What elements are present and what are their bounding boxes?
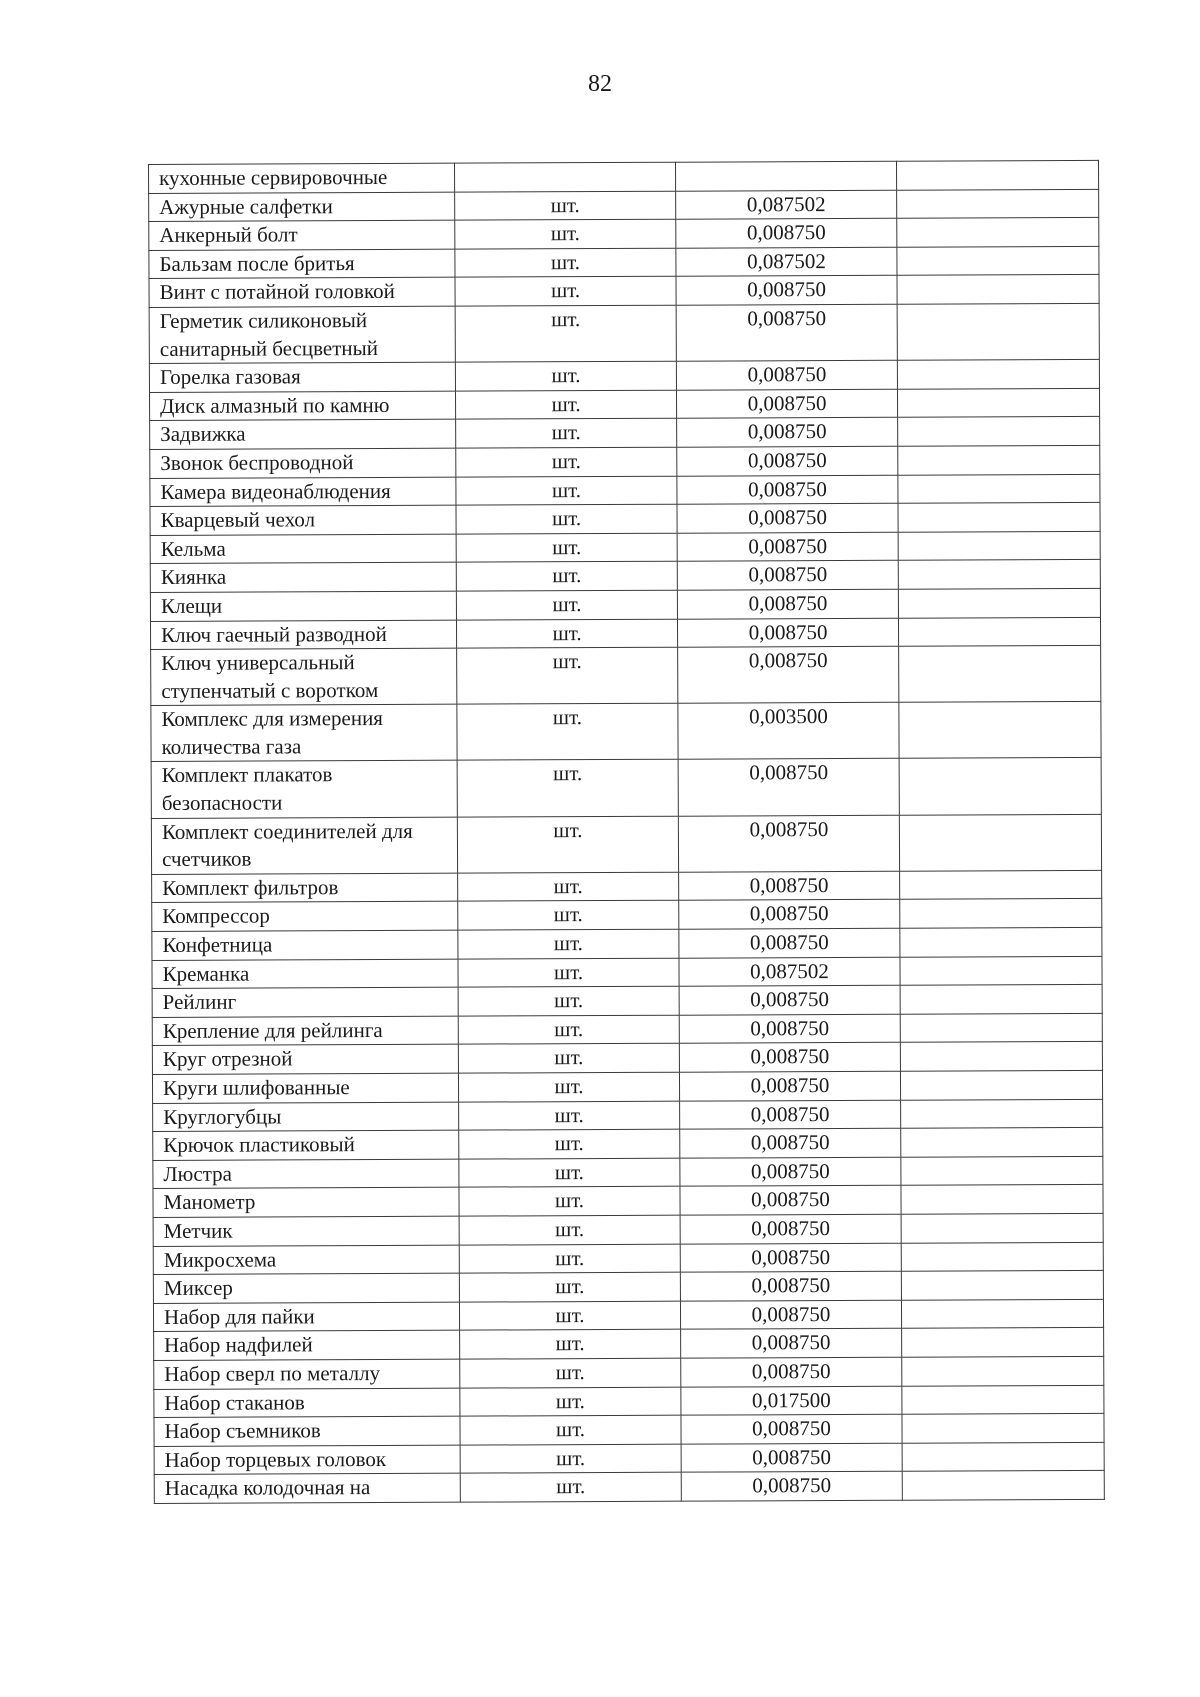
- table-row: [153, 1128, 1103, 1161]
- table-row: [154, 1471, 1104, 1504]
- quantity-cell: 0,008750: [677, 503, 898, 533]
- item-name-cell: Комплект плакатов безопасности: [151, 761, 457, 819]
- quantity-cell: 0,008750: [678, 815, 899, 872]
- table-row: [149, 303, 1099, 363]
- unit-cell: шт.: [459, 1215, 680, 1245]
- item-name-cell: Клещи: [150, 591, 456, 621]
- table-row: [153, 1270, 1103, 1303]
- unit-cell: шт.: [458, 1072, 679, 1102]
- empty-cell: [900, 870, 1102, 899]
- empty-cell: [898, 560, 1100, 589]
- item-name-cell: Микросхема: [153, 1245, 459, 1275]
- quantity-cell: 0,008750: [677, 618, 898, 648]
- unit-cell: шт.: [456, 562, 677, 592]
- unit-cell: шт.: [458, 872, 679, 902]
- quantity-cell: 0,008750: [677, 475, 898, 505]
- quantity-cell: 0,008750: [677, 446, 898, 476]
- empty-cell: [898, 588, 1100, 617]
- item-name-cell: Ажурные салфетки: [149, 192, 455, 222]
- item-name-cell: Крепление для рейлинга: [152, 1016, 458, 1046]
- empty-cell: [901, 1185, 1103, 1214]
- quantity-cell: 0,087502: [676, 190, 897, 220]
- empty-cell: [901, 1099, 1103, 1128]
- unit-cell: шт.: [455, 390, 676, 420]
- table-row: [149, 388, 1099, 421]
- unit-cell: [454, 162, 675, 192]
- quantity-cell: 0,008750: [679, 1043, 900, 1073]
- quantity-cell: 0,008750: [679, 1071, 900, 1101]
- item-name-cell: Миксер: [153, 1273, 459, 1303]
- item-name-cell: Набор торцевых головок: [154, 1445, 460, 1475]
- empty-cell: [899, 645, 1101, 702]
- quantity-cell: 0,008750: [676, 276, 897, 306]
- item-name-cell: Комплект фильтров: [152, 873, 458, 903]
- table-row: [153, 1213, 1103, 1246]
- unit-cell: шт.: [456, 590, 677, 620]
- quantity-cell: 0,008750: [680, 1214, 901, 1244]
- quantity-cell: 0,008750: [680, 1128, 901, 1158]
- table-row: [150, 617, 1100, 650]
- quantity-cell: 0,008750: [678, 759, 899, 816]
- item-name-cell: Круги шлифованные: [152, 1073, 458, 1103]
- unit-cell: шт.: [460, 1358, 681, 1388]
- unit-cell: шт.: [460, 1472, 681, 1502]
- quantity-cell: 0,008750: [677, 561, 898, 591]
- quantity-cell: 0,008750: [679, 900, 900, 930]
- item-name-cell: Герметик силиконовый санитарный бесцветный: [149, 306, 455, 364]
- unit-cell: шт.: [455, 191, 676, 221]
- unit-cell: шт.: [455, 361, 676, 391]
- item-name-cell: Ключ универсальный ступенчатый с воротком: [151, 648, 457, 706]
- unit-cell: шт.: [458, 1015, 679, 1045]
- empty-cell: [899, 814, 1101, 871]
- quantity-cell: 0,008750: [678, 646, 899, 703]
- table-row: [153, 1185, 1103, 1218]
- unit-cell: шт.: [456, 476, 677, 506]
- table-row: [151, 758, 1101, 818]
- item-name-cell: кухонные сервировочные: [149, 163, 455, 193]
- table-row: [152, 985, 1102, 1018]
- quantity-cell: 0,008750: [681, 1443, 902, 1473]
- unit-cell: шт.: [455, 248, 676, 278]
- table-row: [149, 218, 1099, 251]
- empty-cell: [900, 1042, 1102, 1071]
- empty-cell: [898, 445, 1100, 474]
- empty-cell: [900, 1070, 1102, 1099]
- item-name-cell: Круг отрезной: [152, 1045, 458, 1075]
- table-row: [149, 275, 1099, 308]
- quantity-cell: 0,008750: [677, 418, 898, 448]
- table-row: [149, 360, 1099, 393]
- quantity-cell: 0,008750: [681, 1414, 902, 1444]
- empty-cell: [899, 758, 1101, 815]
- quantity-cell: 0,008750: [676, 218, 897, 248]
- quantity-cell: 0,008750: [679, 928, 900, 958]
- unit-cell: шт.: [458, 901, 679, 931]
- quantity-cell: 0,008750: [680, 1243, 901, 1273]
- unit-cell: шт.: [458, 958, 679, 988]
- empty-cell: [897, 218, 1099, 247]
- table-row: [152, 899, 1102, 932]
- table-row: [151, 814, 1101, 874]
- item-name-cell: Рейлинг: [152, 987, 458, 1017]
- empty-cell: [897, 388, 1099, 417]
- item-name-cell: Анкерный болт: [149, 220, 455, 250]
- table-row: [149, 160, 1099, 193]
- empty-cell: [901, 1242, 1103, 1271]
- empty-cell: [900, 956, 1102, 985]
- item-name-cell: Креманка: [152, 959, 458, 989]
- unit-cell: шт.: [458, 929, 679, 959]
- empty-cell: [897, 246, 1099, 275]
- table-row: [150, 417, 1100, 450]
- unit-cell: шт.: [456, 419, 677, 449]
- quantity-cell: 0,003500: [678, 703, 899, 760]
- empty-cell: [897, 360, 1099, 389]
- unit-cell: шт.: [458, 1044, 679, 1074]
- quantity-cell: 0,008750: [680, 1271, 901, 1301]
- table-row: [151, 645, 1101, 705]
- empty-cell: [900, 1013, 1102, 1042]
- item-name-cell: Комплекс для измерения количества газа: [151, 704, 457, 762]
- table-row: [154, 1328, 1104, 1361]
- table-row: [151, 702, 1101, 762]
- item-name-cell: Горелка газовая: [149, 362, 455, 392]
- unit-cell: шт.: [457, 703, 678, 760]
- unit-cell: шт.: [457, 816, 678, 873]
- table-row: [152, 1013, 1102, 1046]
- quantity-cell: 0,008750: [680, 1300, 901, 1330]
- table-row: [150, 445, 1100, 478]
- quantity-cell: 0,008750: [679, 871, 900, 901]
- quantity-cell: 0,087502: [679, 957, 900, 987]
- quantity-cell: 0,008750: [681, 1472, 902, 1502]
- empty-cell: [902, 1442, 1104, 1471]
- table-row: [152, 956, 1102, 989]
- item-name-cell: Киянка: [150, 562, 456, 592]
- table-row: [150, 560, 1100, 593]
- item-name-cell: Крючок пластиковый: [153, 1130, 459, 1160]
- empty-cell: [901, 1128, 1103, 1157]
- quantity-cell: 0,008750: [681, 1329, 902, 1359]
- item-name-cell: Кварцевый чехол: [150, 505, 456, 535]
- empty-cell: [898, 531, 1100, 560]
- unit-cell: шт.: [460, 1387, 681, 1417]
- item-name-cell: Круглогубцы: [153, 1102, 459, 1132]
- item-name-cell: Задвижка: [150, 420, 456, 450]
- quantity-cell: 0,008750: [676, 360, 897, 390]
- quantity-cell: 0,008750: [676, 389, 897, 419]
- item-name-cell: Набор стаканов: [154, 1388, 460, 1418]
- unit-cell: шт.: [456, 533, 677, 563]
- quantity-cell: 0,008750: [681, 1357, 902, 1387]
- empty-cell: [897, 303, 1099, 360]
- unit-cell: шт.: [459, 1187, 680, 1217]
- unit-cell: шт.: [456, 504, 677, 534]
- table-row: [150, 502, 1100, 535]
- item-name-cell: Набор съемников: [154, 1416, 460, 1446]
- table-row: [154, 1385, 1104, 1418]
- empty-cell: [902, 1385, 1104, 1414]
- item-name-cell: Метчик: [153, 1216, 459, 1246]
- empty-cell: [898, 617, 1100, 646]
- unit-cell: шт.: [457, 647, 678, 704]
- table-row: [150, 588, 1100, 621]
- item-name-cell: Камера видеонаблюдения: [150, 477, 456, 507]
- quantity-cell: [675, 161, 896, 191]
- table-row: [149, 189, 1099, 222]
- unit-cell: шт.: [459, 1301, 680, 1331]
- item-name-cell: Манометр: [153, 1188, 459, 1218]
- unit-cell: шт.: [459, 1272, 680, 1302]
- item-name-cell: Звонок беспроводной: [150, 448, 456, 478]
- item-name-cell: Насадка колодочная на: [154, 1473, 460, 1503]
- item-name-cell: Комплект соединителей для счетчиков: [151, 817, 457, 875]
- item-name-cell: Кельма: [150, 534, 456, 564]
- empty-cell: [902, 1471, 1104, 1500]
- empty-cell: [898, 474, 1100, 503]
- empty-cell: [897, 275, 1099, 304]
- quantity-cell: 0,008750: [679, 985, 900, 1015]
- unit-cell: шт.: [460, 1330, 681, 1360]
- unit-cell: шт.: [460, 1444, 681, 1474]
- unit-cell: шт.: [457, 760, 678, 817]
- item-name-cell: Винт с потайной головкой: [149, 278, 455, 308]
- table-row: [150, 531, 1100, 564]
- item-name-cell: Бальзам после бритья: [149, 249, 455, 279]
- unit-cell: шт.: [455, 219, 676, 249]
- table-row: [153, 1299, 1103, 1332]
- table-row: [154, 1413, 1104, 1446]
- item-name-cell: Набор сверл по металлу: [154, 1359, 460, 1389]
- item-name-cell: Компрессор: [152, 902, 458, 932]
- empty-cell: [902, 1328, 1104, 1357]
- table-row: [153, 1242, 1103, 1275]
- unit-cell: шт.: [456, 447, 677, 477]
- quantity-cell: 0,008750: [680, 1100, 901, 1130]
- quantity-cell: 0,008750: [677, 589, 898, 619]
- unit-cell: шт.: [455, 277, 676, 307]
- table-row: [153, 1156, 1103, 1189]
- empty-cell: [901, 1156, 1103, 1185]
- unit-cell: шт.: [456, 619, 677, 649]
- item-name-cell: Ключ гаечный разводной: [150, 620, 456, 650]
- table-row: [154, 1356, 1104, 1389]
- item-name-cell: Набор для пайки: [153, 1302, 459, 1332]
- quantity-cell: 0,017500: [681, 1386, 902, 1416]
- item-name-cell: Диск алмазный по камню: [149, 391, 455, 421]
- item-name-cell: Конфетница: [152, 930, 458, 960]
- table-row: [154, 1442, 1104, 1475]
- empty-cell: [900, 927, 1102, 956]
- table-row: [152, 1042, 1102, 1075]
- quantity-cell: 0,008750: [679, 1014, 900, 1044]
- table-row: [153, 1099, 1103, 1132]
- quantity-cell: 0,008750: [680, 1186, 901, 1216]
- empty-cell: [900, 985, 1102, 1014]
- supply-norms-table: [148, 160, 1105, 1504]
- quantity-cell: 0,087502: [676, 247, 897, 277]
- unit-cell: шт.: [460, 1415, 681, 1445]
- unit-cell: шт.: [458, 986, 679, 1016]
- empty-cell: [896, 160, 1098, 189]
- unit-cell: шт.: [459, 1101, 680, 1131]
- empty-cell: [901, 1299, 1103, 1328]
- empty-cell: [898, 417, 1100, 446]
- empty-cell: [899, 702, 1101, 759]
- table-row: [152, 870, 1102, 903]
- empty-cell: [901, 1270, 1103, 1299]
- quantity-cell: 0,008750: [677, 532, 898, 562]
- table-row: [150, 474, 1100, 507]
- unit-cell: шт.: [455, 305, 676, 362]
- table-body: [149, 160, 1105, 1503]
- empty-cell: [897, 189, 1099, 218]
- empty-cell: [898, 502, 1100, 531]
- item-name-cell: Набор надфилей: [154, 1330, 460, 1360]
- unit-cell: шт.: [459, 1129, 680, 1159]
- unit-cell: шт.: [459, 1244, 680, 1274]
- unit-cell: шт.: [459, 1158, 680, 1188]
- item-name-cell: Люстра: [153, 1159, 459, 1189]
- page-number: 82: [588, 71, 612, 97]
- table-row: [152, 927, 1102, 960]
- quantity-cell: 0,008750: [680, 1157, 901, 1187]
- empty-cell: [901, 1213, 1103, 1242]
- empty-cell: [900, 899, 1102, 928]
- table-row: [149, 246, 1099, 279]
- table-row: [152, 1070, 1102, 1103]
- empty-cell: [902, 1356, 1104, 1385]
- quantity-cell: 0,008750: [676, 304, 897, 361]
- empty-cell: [902, 1413, 1104, 1442]
